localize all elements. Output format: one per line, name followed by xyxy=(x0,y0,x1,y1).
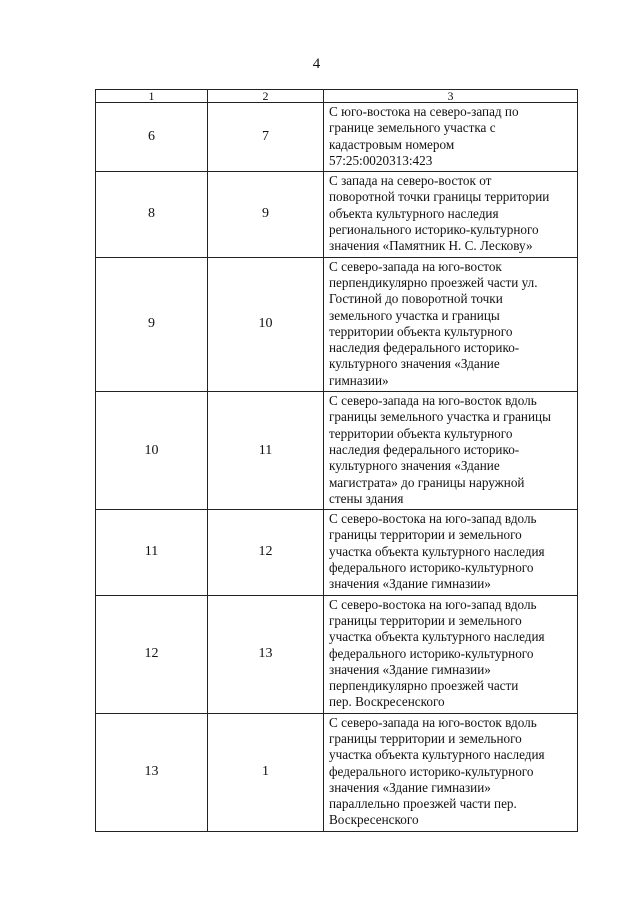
table-row xyxy=(96,392,578,510)
point-from: 8 xyxy=(96,172,208,257)
point-to: 9 xyxy=(208,172,324,257)
point-from: 12 xyxy=(96,595,208,713)
point-to: 1 xyxy=(208,713,324,831)
table-header-row xyxy=(96,90,578,103)
segment-description: С запада на северо-восток от поворотной точки границы территории объекта культурного наследия регионального историко-культурного значения «Памятник Н. С. Лескову» xyxy=(324,172,578,257)
point-to: 12 xyxy=(208,510,324,595)
table-row xyxy=(96,172,578,257)
point-to: 13 xyxy=(208,595,324,713)
point-from: 13 xyxy=(96,713,208,831)
segment-description: С северо-востока на юго-запад вдоль границы территории и земельного участка объекта культурного наследия федерального историко-культурного значения «Здание гимназии» xyxy=(324,510,578,595)
segment-description: С юго-востока на северо-запад по границе земельного участка с кадастровым номером 57:25:0020313:423 xyxy=(324,103,578,172)
point-from: 6 xyxy=(96,103,208,172)
header-col-3: 3 xyxy=(324,90,578,103)
segment-description: С северо-запада на юго-восток вдоль границы земельного участка и границы территории объекта культурного наследия федерального историко- культурного значения «Здание магистрата» до границы наружной стены здания xyxy=(324,392,578,510)
segment-description: С северо-востока на юго-запад вдоль границы территории и земельного участка объекта культурного наследия федерального историко-культурного значения «Здание гимназии» перпендикулярно проезжей части пер. Воскресенского xyxy=(324,595,578,713)
header-col-2: 2 xyxy=(208,90,324,103)
point-from: 9 xyxy=(96,257,208,391)
boundary-table xyxy=(95,89,578,832)
page-number: 4 xyxy=(312,56,321,72)
point-from: 11 xyxy=(96,510,208,595)
point-from: 10 xyxy=(96,392,208,510)
table-row xyxy=(96,510,578,595)
table-row xyxy=(96,257,578,391)
point-to: 7 xyxy=(208,103,324,172)
header-col-1: 1 xyxy=(96,90,208,103)
segment-description: С северо-запада на юго-восток перпендикулярно проезжей части ул. Гостиной до поворотной точки земельного участка и границы территории объекта культурного наследия федерального историко- культурного значения «Здание гимназии» xyxy=(324,257,578,391)
segment-description: С северо-запада на юго-восток вдоль границы территории и земельного участка объекта культурного наследия федерального историко-культурного значения «Здание гимназии» параллельно проезжей части пер. Воскресенского xyxy=(324,713,578,831)
table-row xyxy=(96,595,578,713)
table-row xyxy=(96,103,578,172)
table-row xyxy=(96,713,578,831)
point-to: 10 xyxy=(208,257,324,391)
point-to: 11 xyxy=(208,392,324,510)
